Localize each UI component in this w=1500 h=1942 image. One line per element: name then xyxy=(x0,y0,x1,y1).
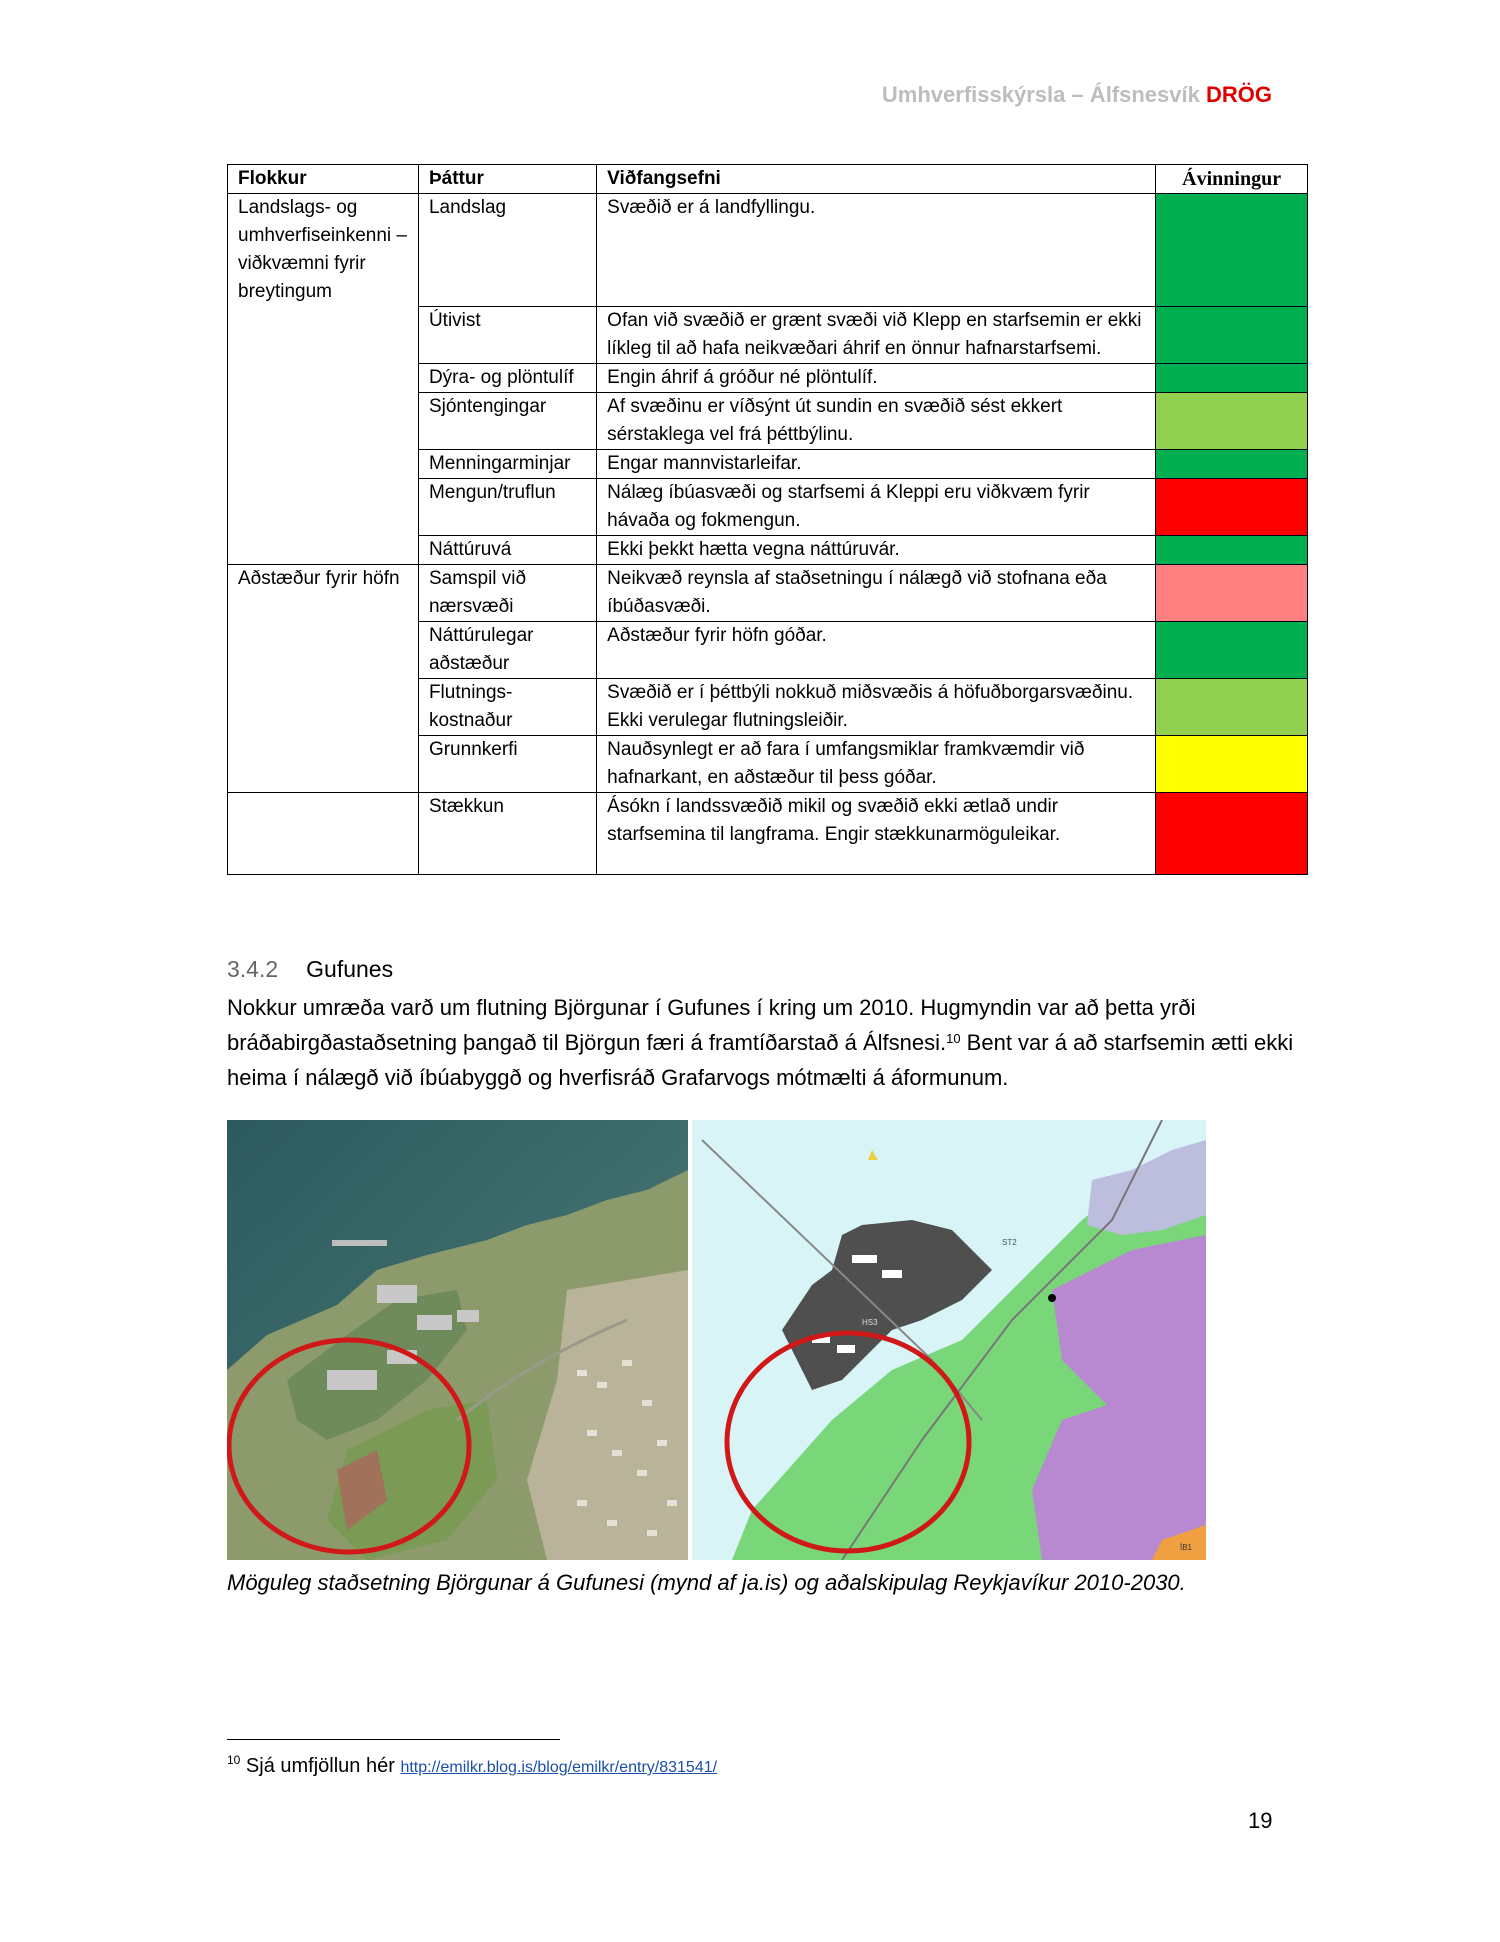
factor-cell: Landslag xyxy=(418,194,596,307)
road-label: ST2 xyxy=(1002,1238,1017,1247)
section-paragraph xyxy=(227,990,1317,1095)
rating-swatch xyxy=(1156,449,1308,478)
subject-cell: Ekki þekkt hætta vegna náttúruvár. xyxy=(597,535,1156,564)
section-number: 3.4.2 xyxy=(227,956,279,982)
footnote xyxy=(227,1755,717,1778)
section-heading xyxy=(227,956,393,983)
table-row xyxy=(228,564,1308,621)
table-row xyxy=(228,392,1308,449)
table-row xyxy=(228,194,1308,307)
table-row xyxy=(228,621,1308,678)
factor-cell: Stækkun xyxy=(418,792,596,874)
subject-cell: Neikvæð reynsla af staðsetningu í nálægð við stofnana eða íbúðasvæði. xyxy=(597,564,1156,621)
rating-swatch xyxy=(1156,678,1308,735)
factor-cell: Útivist xyxy=(418,306,596,363)
rating-swatch xyxy=(1156,535,1308,564)
rating-swatch xyxy=(1156,194,1308,307)
subject-cell: Aðstæður fyrir höfn góðar. xyxy=(597,621,1156,678)
page-header xyxy=(882,82,1272,108)
harbor-label: HS3 xyxy=(862,1318,878,1327)
header-title: Umhverfisskýrsla – Álfsnesvík xyxy=(881,82,1200,107)
figure-caption: Möguleg staðsetning Björgunar á Gufunesi (mynd af ja.is) og aðalskipulag Reykjavíkur 2010-2030. xyxy=(227,1570,1186,1595)
table-row xyxy=(228,535,1308,564)
pier xyxy=(332,1240,387,1246)
category-cell xyxy=(228,449,419,478)
table-row xyxy=(228,735,1308,792)
assessment-table xyxy=(227,164,1308,875)
subject-cell: Engar mannvistarleifar. xyxy=(597,449,1156,478)
footnote-text: Sjá umfjöllun hér xyxy=(245,1755,401,1777)
subject-cell: Af svæðinu er víðsýnt út sundin en svæðið sést ekkert sérstaklega vel frá þéttbýlinu. xyxy=(597,392,1156,449)
subject-cell: Ofan við svæðið er grænt svæði við Klepp en starfsemin er ekki líkleg til að hafa neikvæðari áhrif en önnur hafnarstarfsemi. xyxy=(597,306,1156,363)
subject-cell: Engin áhrif á gróður né plöntulíf. xyxy=(597,363,1156,392)
paragraph-part-1: Nokkur umræða varð um flutning Björgunar í Gufunes í kring um 2010. Hugmyndin var að þetta yrði bráðabirgðastaðsetning þangað til Björgun færi á framtíðarstað á Álfsnesi. xyxy=(227,995,1196,1055)
table-row xyxy=(228,449,1308,478)
category-cell xyxy=(228,735,419,792)
column-header-avinningur: Ávinningur xyxy=(1156,165,1308,194)
column-header-flokkur: Flokkur xyxy=(228,165,419,194)
factor-cell: Grunnkerfi xyxy=(418,735,596,792)
rating-swatch xyxy=(1156,363,1308,392)
map-marker xyxy=(1048,1294,1056,1302)
category-cell xyxy=(228,792,419,874)
factor-cell: Samspil við nærsvæði xyxy=(418,564,596,621)
page-number: 19 xyxy=(1248,1808,1273,1833)
rating-swatch xyxy=(1156,792,1308,874)
rating-swatch xyxy=(1156,621,1308,678)
category-cell xyxy=(228,621,419,678)
rating-swatch xyxy=(1156,564,1308,621)
subject-cell: Nauðsynlegt er að fara í umfangsmiklar framkvæmdir við hafnarkant, en aðstæður til þess góðar. xyxy=(597,735,1156,792)
category-cell: Aðstæður fyrir höfn xyxy=(228,564,419,621)
subject-cell: Nálæg íbúasvæði og starfsemi á Kleppi eru viðkvæm fyrir hávaða og fokmengun. xyxy=(597,478,1156,535)
rating-swatch xyxy=(1156,735,1308,792)
footnote-reference: 10 xyxy=(946,1031,961,1046)
draft-label: DRÖG xyxy=(1206,82,1272,107)
table-header-row xyxy=(228,165,1308,194)
table-row xyxy=(228,792,1308,874)
zoning-map xyxy=(692,1120,1206,1560)
factor-cell: Menningarminjar xyxy=(418,449,596,478)
column-header-thattur: Þáttur xyxy=(418,165,596,194)
footnote-number: 10 xyxy=(227,1753,241,1767)
rating-swatch xyxy=(1156,392,1308,449)
section-title: Gufunes xyxy=(306,956,394,982)
table-row xyxy=(228,478,1308,535)
residential-label: ÍB1 xyxy=(1180,1543,1193,1552)
factor-cell: Náttúruvá xyxy=(418,535,596,564)
column-header-vidfangsefni: Viðfangsefni xyxy=(597,165,1156,194)
category-cell xyxy=(228,478,419,535)
subject-cell: Ásókn í landssvæðið mikil og svæðið ekki ætlað undir starfsemina til langframa. Engir stækkunarmöguleikar. xyxy=(597,792,1156,874)
table-row xyxy=(228,678,1308,735)
category-cell: Landslags- og umhverfiseinkenni – viðkvæmni fyrir breytingum xyxy=(228,194,419,307)
footnote-link[interactable]: http://emilkr.blog.is/blog/emilkr/entry/831541/ xyxy=(400,1759,718,1776)
rating-swatch xyxy=(1156,478,1308,535)
paragraph-part-2: Bent var á að starfsemin ætti ekki heima í nálægð við íbúabyggð og hverfisráð Grafarvogs mótmælti á áformunum. xyxy=(227,1030,1294,1090)
category-cell xyxy=(228,535,419,564)
footnote-divider xyxy=(227,1739,560,1740)
category-cell xyxy=(228,363,419,392)
factor-cell: Sjóntengingar xyxy=(418,392,596,449)
table-row xyxy=(228,363,1308,392)
subject-cell: Svæðið er á landfyllingu. xyxy=(597,194,1156,307)
rating-swatch xyxy=(1156,306,1308,363)
factor-cell: Dýra- og plöntulíf xyxy=(418,363,596,392)
category-cell xyxy=(228,392,419,449)
subject-cell: Svæðið er í þéttbýli nokkuð miðsvæðis á höfuðborgarsvæðinu. Ekki verulegar flutningsleiðir. xyxy=(597,678,1156,735)
category-cell xyxy=(228,678,419,735)
factor-cell: Mengun/truflun xyxy=(418,478,596,535)
table-row xyxy=(228,306,1308,363)
aerial-photo xyxy=(227,1120,688,1560)
category-cell xyxy=(228,306,419,363)
factor-cell: Flutnings-kostnaður xyxy=(418,678,596,735)
factor-cell: Náttúrulegar aðstæður xyxy=(418,621,596,678)
